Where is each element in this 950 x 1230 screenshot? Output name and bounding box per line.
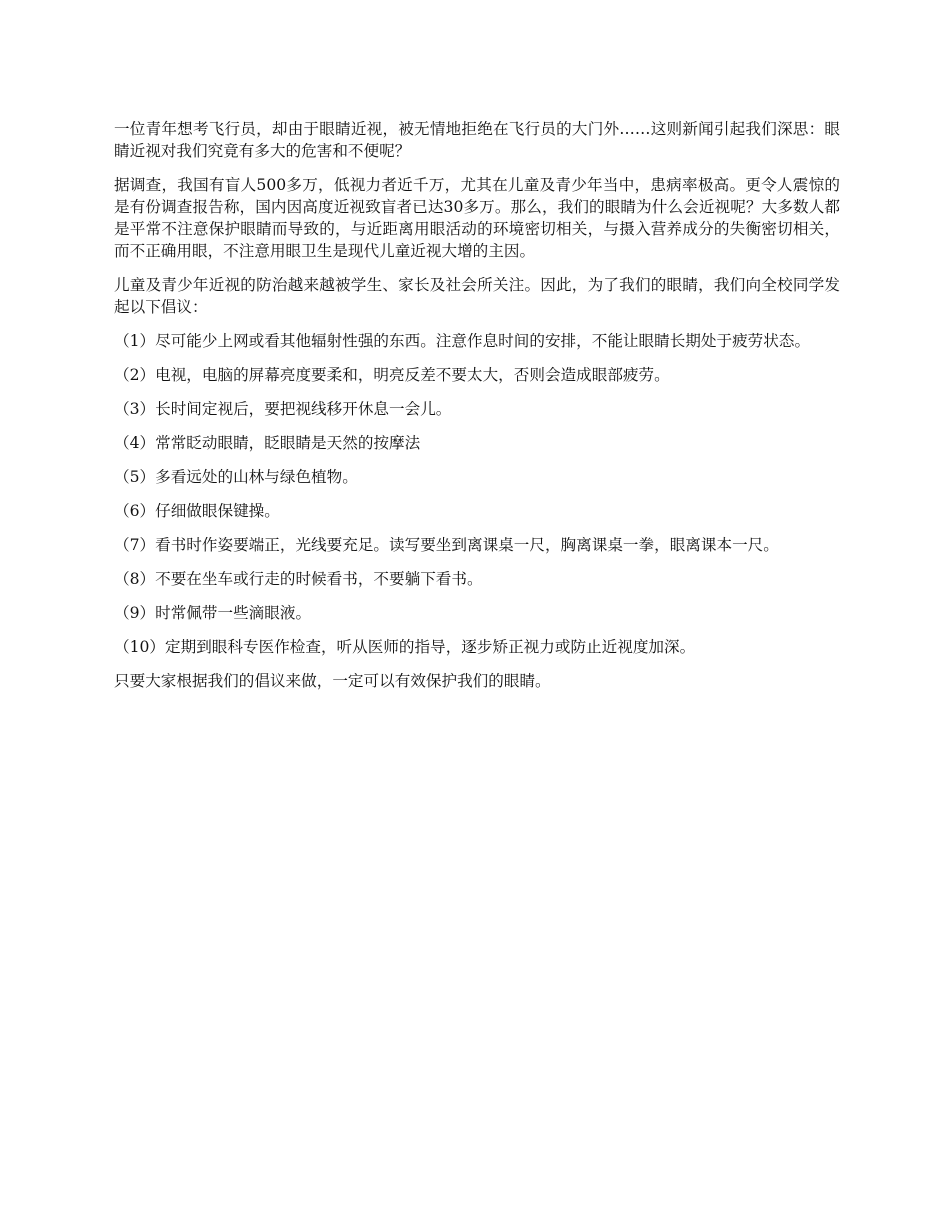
proposal-item-2: （2）电视，电脑的屏幕亮度要柔和，明亮反差不要太大，否则会造成眼部疲劳。 xyxy=(114,366,670,384)
proposal-item-4: （4）常常眨动眼睛，眨眼睛是天然的按摩法 xyxy=(114,434,421,452)
intro-paragraph: 一位青年想考飞行员，却由于眼睛近视，被无情地拒绝在飞行员的大门外……这则新闻引起我们深思：眼睛近视对我们究竟有多大的危害和不便呢？ xyxy=(114,120,840,160)
closing-paragraph: 只要大家根据我们的倡议来做，一定可以有效保护我们的眼睛。 xyxy=(114,672,551,690)
proposal-item-6: （6）仔细做眼保键操。 xyxy=(114,502,280,520)
proposal-intro-paragraph: 儿童及青少年近视的防治越来越被学生、家长及社会所关注。因此，为了我们的眼睛，我们向全校同学发起以下倡议： xyxy=(114,276,840,316)
survey-paragraph: 据调查，我国有盲人500多万，低视力者近千万，尤其在儿童及青少年当中，患病率极高。更令人震惊的是有份调查报告称，国内因高度近视致盲者已达30多万。那么，我们的眼睛为什么会近视呢？大多数人都是平常不注意保护眼睛而导致的，与近距离用眼活动的环境密切相关，与摄入营养成分的失衡密切相关，而不正确用眼，不注意用眼卫生是现代儿童近视大增的主因。 xyxy=(114,176,840,260)
proposal-item-9: （9）时常佩带一些滴眼液。 xyxy=(114,604,312,622)
proposal-item-8: （8）不要在坐车或行走的时候看书，不要躺下看书。 xyxy=(114,570,483,588)
proposal-item-5: （5）多看远处的山林与绿色植物。 xyxy=(114,468,358,486)
proposal-item-7: （7）看书时作姿要端正，光线要充足。读写要坐到离课桌一尺，胸离课桌一拳，眼离课本一尺。 xyxy=(114,536,779,554)
proposal-item-1: （1）尽可能少上网或看其他辐射性强的东西。注意作息时间的安排，不能让眼睛长期处于疲劳状态。 xyxy=(114,332,811,350)
document-body xyxy=(114,118,840,704)
proposal-item-3: （3）长时间定视后，要把视线移开休息一会儿。 xyxy=(114,400,452,418)
proposal-item-10: （10）定期到眼科专医作检查，听从医师的指导，逐步矫正视力或防止近视度加深。 xyxy=(114,638,696,656)
